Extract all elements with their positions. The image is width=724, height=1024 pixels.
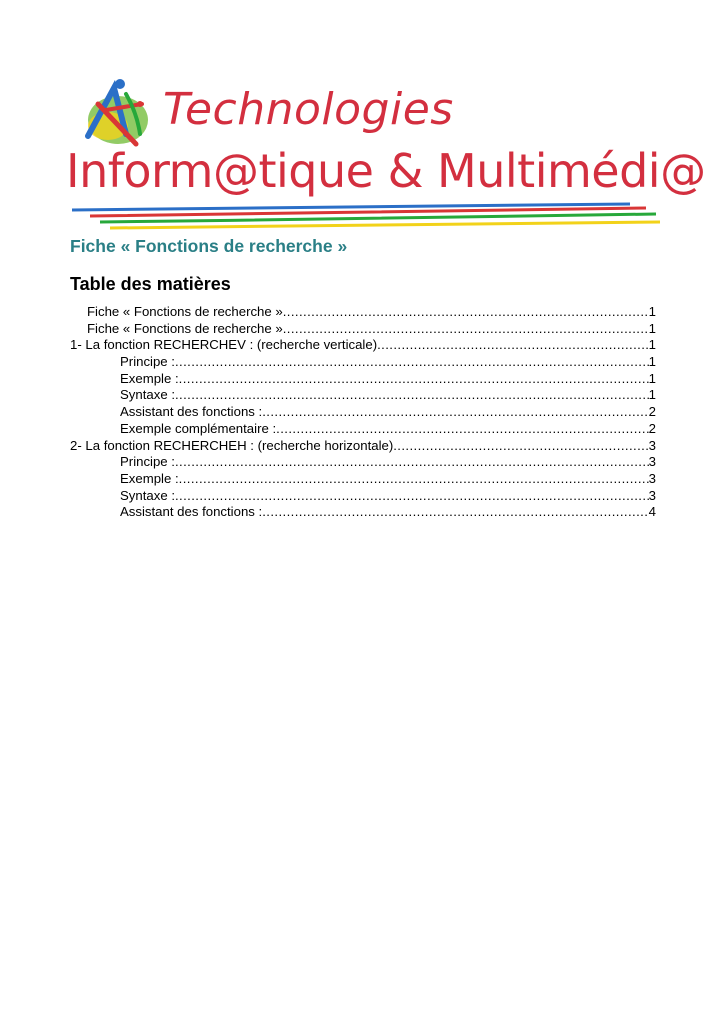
toc-entry[interactable] (70, 454, 656, 471)
toc-entry-page: 1 (648, 304, 656, 319)
toc-entry-label: 2- La fonction RECHERCHEH : (recherche horizontale) (70, 437, 394, 453)
toc-entry-label: Exemple : (120, 370, 179, 386)
toc-entry-label: Principe : (120, 454, 175, 470)
toc-entry[interactable] (70, 354, 656, 371)
toc-leader-dots (175, 454, 649, 471)
toc-entry-page: 2 (648, 404, 656, 420)
toc-leader-dots (175, 387, 649, 404)
toc-leader-dots (175, 488, 649, 505)
colorful-figure-icon (68, 74, 158, 154)
toc-leader-dots (262, 404, 648, 421)
toc-entry[interactable] (70, 321, 656, 338)
toc-leader-dots (175, 354, 649, 371)
toc-entry-page: 1 (648, 387, 656, 403)
toc-leader-dots (393, 438, 648, 455)
toc-entry-label: Syntaxe : (120, 387, 175, 403)
toc-leader-dots (377, 337, 649, 354)
toc-entry-page: 3 (648, 470, 656, 486)
toc-entry-label: Assistant des fonctions : (120, 404, 263, 420)
toc-entry-label: Fiche « Fonctions de recherche » (87, 304, 283, 319)
toc-entry[interactable] (70, 371, 656, 388)
toc-entry-page: 1 (648, 320, 656, 336)
toc-entry[interactable] (70, 471, 656, 488)
toc-entry[interactable] (70, 337, 656, 354)
toc-entry-page: 3 (648, 437, 656, 453)
toc-entry[interactable] (70, 387, 656, 404)
toc-leader-dots (283, 304, 649, 321)
toc-entry-page: 3 (648, 487, 656, 503)
toc-leader-dots (179, 471, 649, 488)
toc-entry[interactable] (70, 504, 656, 521)
document-title: Fiche « Fonctions de recherche » (70, 236, 348, 256)
toc-entry-label: Exemple : (120, 470, 179, 486)
toc-leader-dots (276, 421, 649, 438)
toc-entry-page: 1 (648, 354, 656, 370)
table-of-contents (70, 304, 656, 521)
toc-entry-page: 1 (648, 370, 656, 386)
toc-entry-label: Principe : (120, 354, 175, 370)
toc-entry-label: Fiche « Fonctions de recherche » (87, 320, 283, 336)
toc-leader-dots (283, 321, 649, 338)
toc-entry-label: Syntaxe : (120, 487, 175, 503)
toc-entry[interactable] (70, 304, 656, 321)
toc-entry[interactable] (70, 488, 656, 505)
toc-entry-label: Exemple complémentaire : (120, 420, 277, 436)
toc-heading: Table des matières (70, 274, 231, 294)
logo-title-line2: Inform@tique & Multimédi@ (66, 144, 706, 198)
toc-entry[interactable] (70, 421, 656, 438)
toc-entry[interactable] (70, 438, 656, 455)
toc-entry-page: 4 (648, 504, 656, 520)
color-stripes (70, 200, 660, 236)
toc-entry-label: 1- La fonction RECHERCHEV : (recherche verticale) (70, 337, 378, 353)
header-logo (60, 62, 706, 237)
toc-entry-page: 1 (648, 337, 656, 353)
toc-leader-dots (179, 371, 649, 388)
toc-entry[interactable] (70, 404, 656, 421)
toc-leader-dots (262, 504, 648, 521)
toc-entry-page: 3 (648, 454, 656, 470)
logo-title-line1: Technologies (163, 84, 454, 135)
toc-entry-page: 2 (648, 420, 656, 436)
toc-entry-label: Assistant des fonctions : (120, 504, 263, 520)
